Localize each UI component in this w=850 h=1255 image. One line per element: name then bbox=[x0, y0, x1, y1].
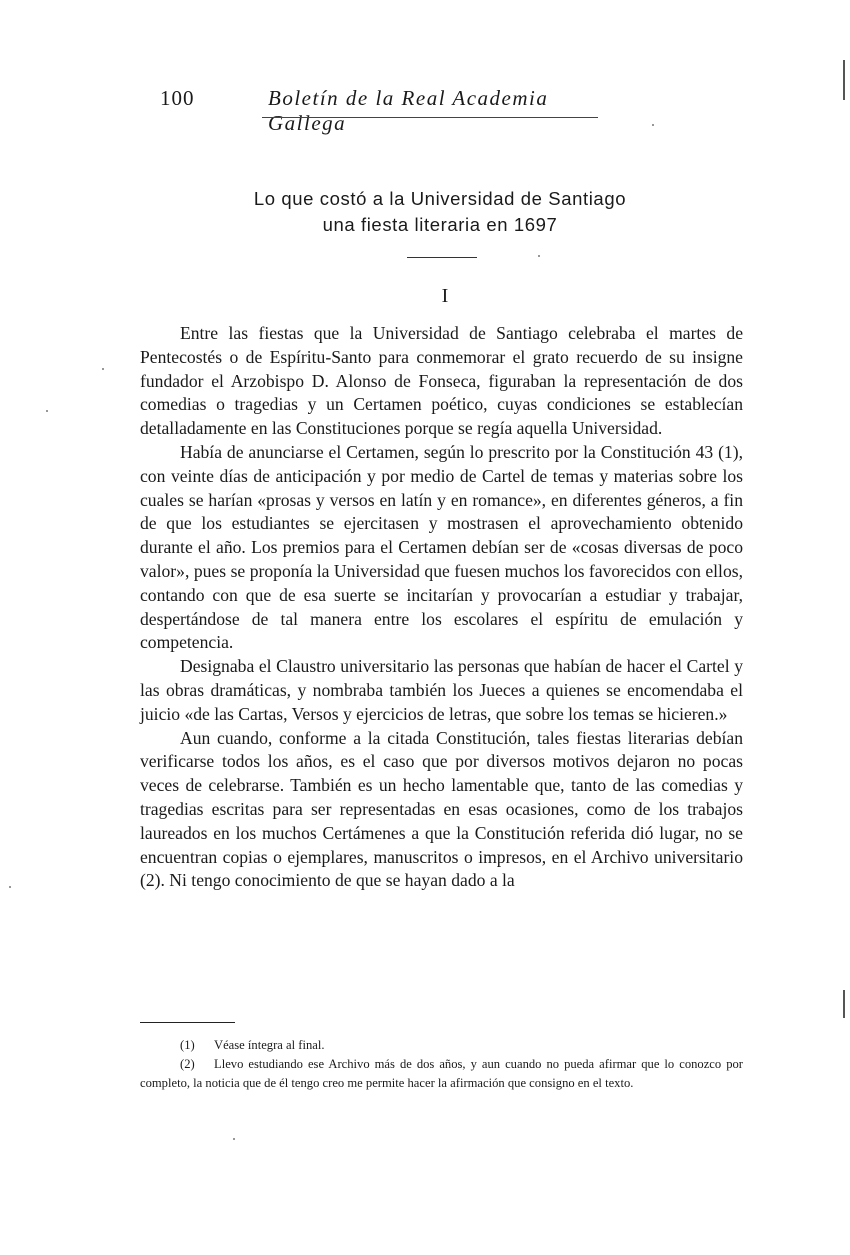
page-number: 100 bbox=[160, 86, 195, 110]
paragraph: Designaba el Claustro universitario las personas que habían de hacer el Cartel y las obras dramáticas, y nombraba también los Jueces a quienes se encomendaba el juicio «de las Cartas, Versos y ejercicios de letras, que sobre los temas se hicieren.» bbox=[140, 656, 743, 724]
footnote bbox=[140, 1036, 743, 1055]
scan-edge-mark bbox=[843, 990, 845, 1018]
body-text bbox=[140, 322, 743, 893]
footnote-text: Véase íntegra al final. bbox=[214, 1038, 325, 1052]
footnote bbox=[140, 1055, 743, 1093]
scan-speck bbox=[9, 886, 11, 888]
article-title bbox=[200, 186, 680, 238]
paragraph: Había de anunciarse el Certamen, según lo prescrito por la Constitución 43 (1), con veinte días de anticipación y por medio de Cartel de temas y materias sobre los cuales se harían «prosas y versos en latín y en romance», en diferentes géneros, a fin de que los estudiantes se ejercitasen y mostrasen el aprovechamiento obtenido durante el año. Los premios para el Certamen debían ser de «cosas diversas de poco valor», pues se proponía la Universidad que fuesen muchos los favorecidos con ellos, contando con que de esa suerte se incitarían y provocarían a estudiar y trabajar, despertándose de tal manera entre los escolares el espíritu de emulación y competencia. bbox=[140, 441, 743, 653]
scan-speck bbox=[538, 255, 540, 257]
footnotes bbox=[140, 1036, 743, 1093]
section-number: I bbox=[441, 285, 449, 307]
journal-title: Boletín de la Real Academia Gallega bbox=[268, 86, 549, 135]
header-rule bbox=[262, 117, 598, 118]
article-title-line-1: Lo que costó a la Universidad de Santiago bbox=[253, 188, 627, 209]
scan-speck bbox=[102, 368, 104, 370]
paragraph: Aun cuando, conforme a la citada Constitución, tales fiestas literarias debían verificarse todos los años, es el caso que por diversos motivos dejaron no pocas veces de celebrarse. También es un hecho lamentable que, tanto de las comedias y tragedias escritas para ser representadas en esas ocasiones, como de los trabajos laureados en los muchos Certámenes a que la Constitución referida dió lugar, no se encuentran copias o ejemplares, manuscritos o impresos, en el Archivo universitario (2). Ni tengo conocimiento de que se hayan dado a la bbox=[140, 727, 743, 891]
scan-speck bbox=[46, 410, 48, 412]
footnote-marker: (2) bbox=[180, 1057, 195, 1071]
running-head bbox=[160, 86, 620, 135]
article-title-line-2: una fiesta literaria en 1697 bbox=[322, 214, 558, 235]
footnote-marker: (1) bbox=[180, 1038, 195, 1052]
title-rule bbox=[407, 257, 477, 258]
footnote-rule bbox=[140, 1022, 235, 1023]
footnote-text: Llevo estudiando ese Archivo más de dos años, y aun cuando no pueda afirmar que lo conozco por completo, la noticia que de él tengo creo me permite hacer la afirmación que consigno en el texto. bbox=[140, 1057, 743, 1090]
scan-speck bbox=[652, 124, 654, 126]
paragraph: Entre las fiestas que la Universidad de Santiago celebraba el martes de Pentecostés o de Espíritu-Santo para conmemorar el grato recuerdo de su insigne fundador el Arzobispo D. Alonso de Fonseca, figuraban la representación de dos comedias o tragedias y un Certamen poético, cuyas condiciones se establecían detalladamente en las Constituciones porque se regía aquella Universidad. bbox=[140, 323, 743, 439]
scan-edge-mark bbox=[843, 60, 845, 100]
scan-speck bbox=[233, 1138, 235, 1140]
